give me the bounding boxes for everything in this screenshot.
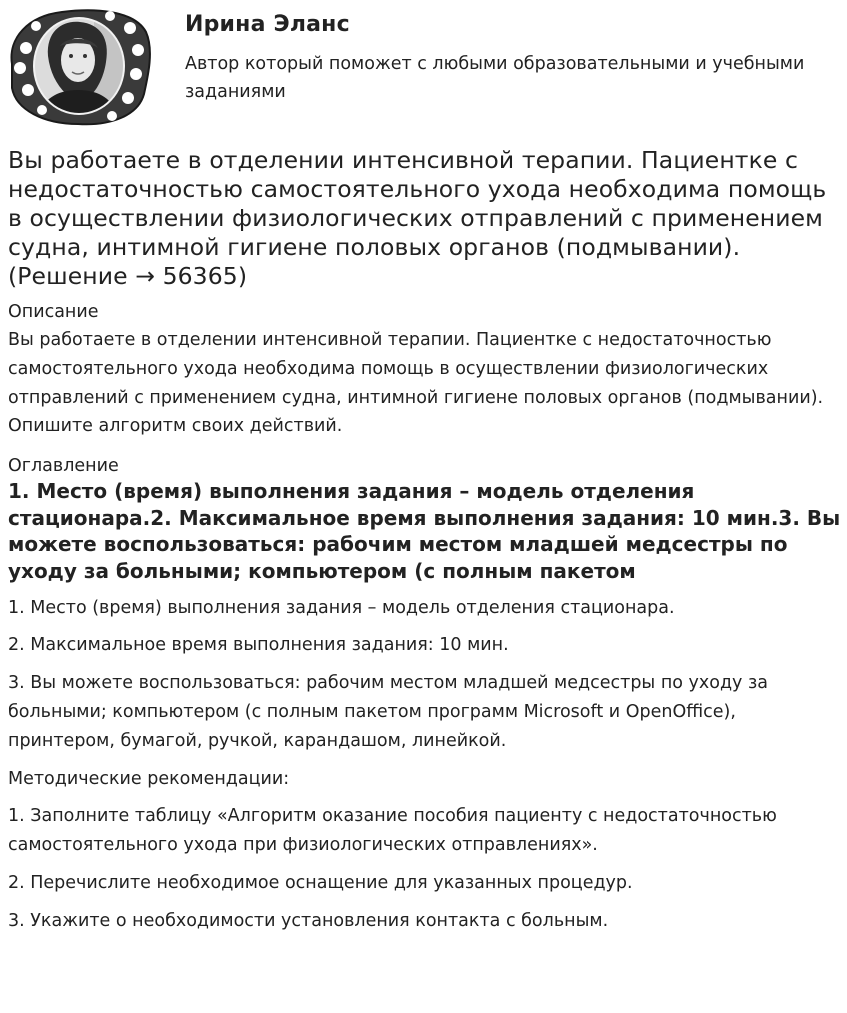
task-content	[8, 146, 843, 936]
description-label: Описание	[8, 302, 99, 322]
recommendation-2: 2. Перечислите необходимое оснащение для указанных процедур.	[8, 872, 633, 893]
recommendation-3: 3. Укажите о необходимости установления контакта с больным.	[8, 910, 609, 931]
author-avatar[interactable]	[6, 6, 152, 128]
author-name[interactable]: Ирина Эланс	[185, 12, 350, 37]
task-title: Вы работаете в отделении интенсивной терапии. Пациентке с недостаточностью самостоятельного ухода необходима помощь в осуществлении физиологических отправлений с применением судна, интимной гигиене половых органов (подмывании). (Решение → 56365)	[8, 146, 827, 290]
paragraph-place: 1. Место (время) выполнения задания – модель отделения стационара.	[8, 597, 675, 618]
toc-summary: 1. Место (время) выполнения задания – модель отделения стационара.2. Максимальное время выполнения задания: 10 мин.3. Вы можете воспользоваться: рабочим местом младшей медсестры по уходу за больными; компьютером (с полным пакетом	[8, 479, 841, 583]
paragraph-time: 2. Максимальное время выполнения задания: 10 мин.	[8, 635, 509, 656]
toc-label: Оглавление	[8, 456, 119, 477]
description-text: Вы работаете в отделении интенсивной терапии. Пациентке с недостаточностью самостоятельного ухода необходима помощь в осуществлении физиологических отправлений с применением судна, интимной гигиене половых органов (подмывании). Опишите алгоритм своих действий.	[8, 330, 824, 437]
author-description: Автор который поможет с любыми образовательными и учебными заданиями	[185, 54, 805, 102]
recommendation-1: 1. Заполните таблицу «Алгоритм оказание пособия пациенту с недостаточностью самостоятельного ухода при физиологических отправлениях».	[8, 806, 777, 856]
paragraph-resources: 3. Вы можете воспользоваться: рабочим местом младшей медсестры по уходу за больными; компьютером (с полным пакетом программ Microsoft и OpenOffice), принтером, бумагой, ручкой, карандашом, линейкой.	[8, 673, 768, 751]
methodical-recommendations-heading: Методические рекомендации:	[8, 768, 290, 789]
author-card	[0, 0, 847, 130]
